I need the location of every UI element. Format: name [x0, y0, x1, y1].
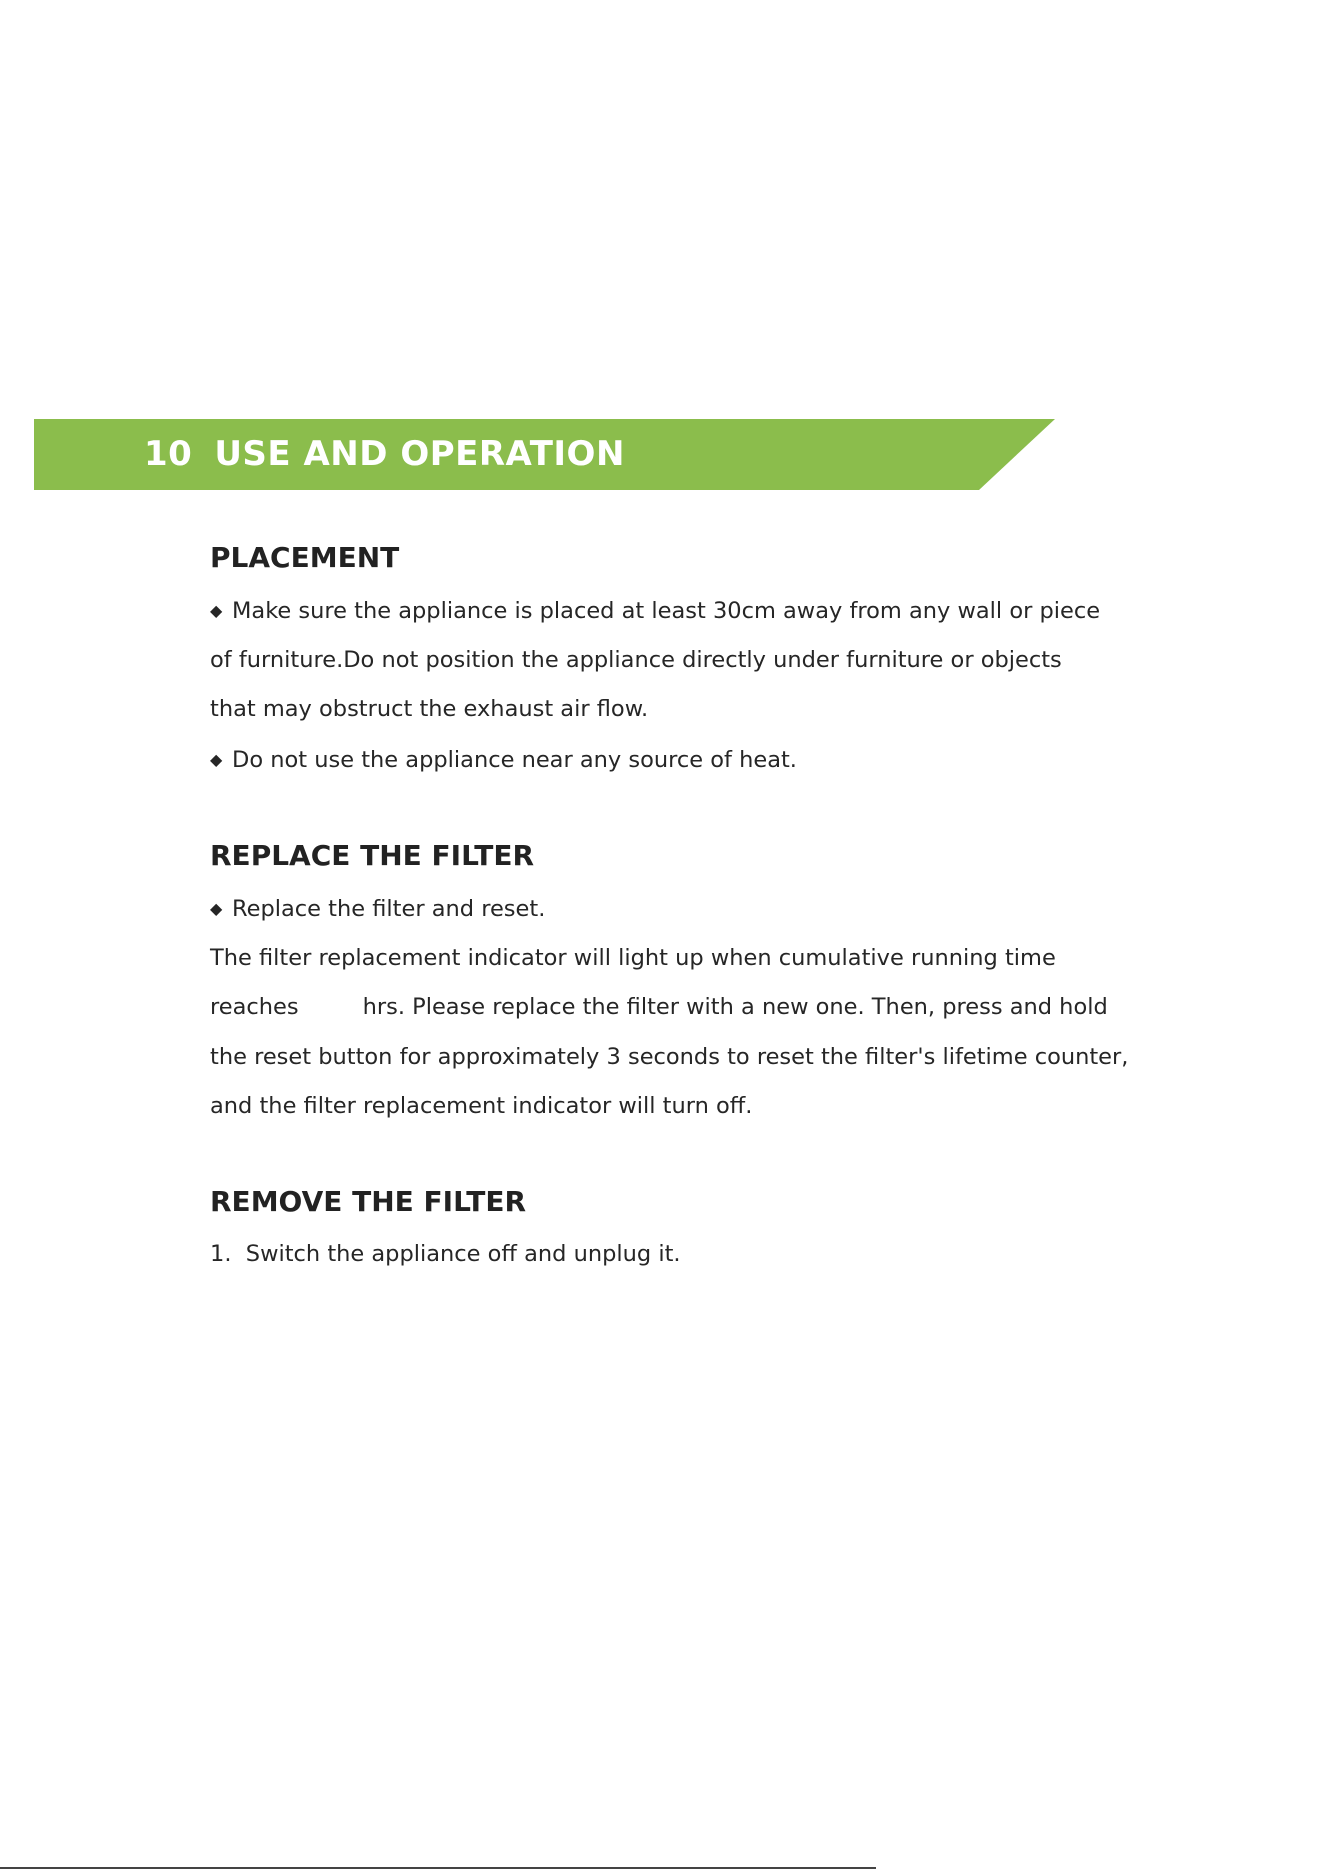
replace-filter-section: [210, 828, 1210, 1132]
placement-bullet-1: [210, 586, 1210, 636]
replace-filter-line-3: the reset button for approximately 3 seconds to reset the filter's lifetime counter,: [210, 1043, 1129, 1070]
section-title-text: USE AND OPERATION: [214, 434, 625, 474]
footer-divider: [0, 1867, 876, 1869]
replace-filter-bullet: [210, 884, 1210, 934]
placement-bullet-2: [210, 735, 1210, 785]
diamond-bullet-icon: ◆: [210, 749, 223, 769]
remove-filter-step-1: [210, 1230, 1210, 1280]
section-banner: [34, 419, 1055, 490]
hours-text: hrs. Please replace the filter with a new one. Then, press and hold: [362, 994, 1108, 1020]
step-number: 1.: [210, 1240, 232, 1267]
diamond-bullet-icon: ◆: [210, 601, 223, 620]
placement-line-3: that may obstruct the exhaust air flow.: [210, 696, 649, 722]
placement-line-2: of furniture.Do not position the appliance directly under furniture or objects: [210, 646, 1062, 673]
page-content: [210, 530, 1210, 1279]
replace-filter-line-2: [210, 983, 1210, 1033]
placement-section: [210, 530, 1210, 784]
replace-filter-line-1: The filter replacement indicator will light up when cumulative running time: [210, 944, 1056, 971]
placement-heading: PLACEMENT: [210, 541, 400, 574]
remove-filter-section: [210, 1174, 1210, 1280]
diamond-bullet-icon: ◆: [210, 899, 223, 918]
placement-line-1: Make sure the appliance is placed at least 30cm away from any wall or piece: [232, 598, 1101, 624]
placement-line-4: Do not use the appliance near any source of heat.: [232, 746, 797, 773]
section-title: [144, 419, 625, 490]
replace-filter-line-4: and the filter replacement indicator will turn off.: [210, 1093, 753, 1119]
section-number: 10: [144, 434, 193, 474]
remove-filter-heading: REMOVE THE FILTER: [210, 1184, 527, 1218]
reaches-text: reaches: [210, 994, 299, 1020]
step-text: Switch the appliance off and unplug it.: [245, 1240, 681, 1267]
replace-filter-bullet-text: Replace the filter and reset.: [232, 896, 546, 922]
replace-filter-heading: REPLACE THE FILTER: [210, 839, 535, 872]
